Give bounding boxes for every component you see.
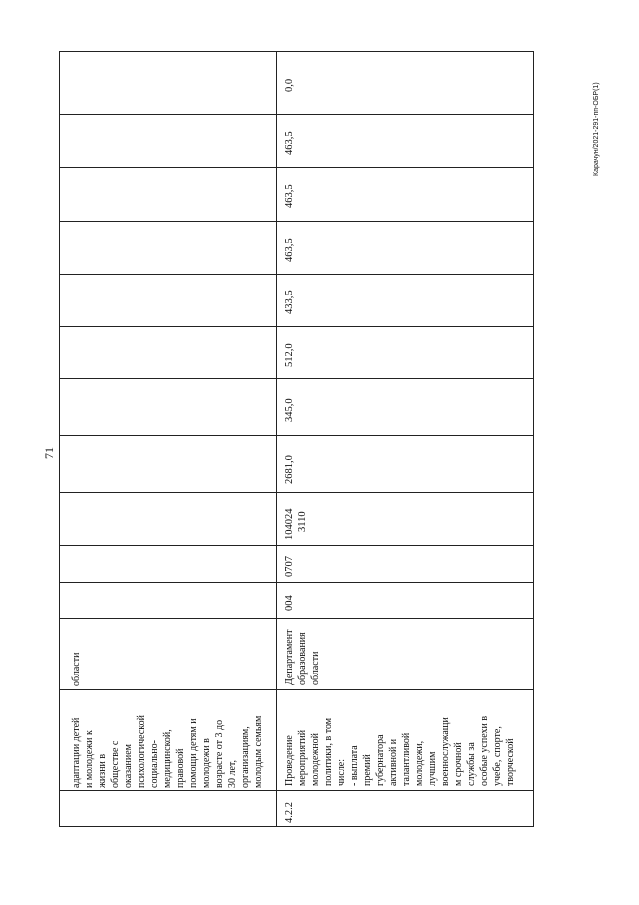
- text-line: обществе с: [110, 740, 121, 788]
- text-line: 104024: [284, 508, 295, 540]
- page-number: 71: [42, 447, 56, 459]
- footer-code: Карачун/2021-291-пп-ОБР(1): [593, 82, 600, 176]
- text-line: оказанием: [123, 743, 134, 788]
- text-line: помощи детям и: [188, 718, 199, 788]
- text-line: талантливой: [401, 732, 412, 786]
- text-line: молодежи в: [201, 738, 212, 788]
- text-line: молодым семьям: [253, 715, 264, 788]
- table-line: [59, 790, 534, 791]
- text-line: премий: [362, 754, 373, 786]
- table-border-left: [59, 51, 60, 827]
- table-border-top: [59, 51, 534, 52]
- text-line: военнослужащи: [440, 717, 451, 786]
- text-line: образования: [297, 632, 308, 685]
- text-line: - выплата: [349, 745, 360, 786]
- row-b-value-1: 2681,0: [284, 455, 295, 484]
- row-b-csr: [283, 340, 309, 540]
- text-line: губернатора: [375, 734, 386, 786]
- text-line: психологической: [136, 715, 147, 788]
- text-line: жизни в: [97, 753, 108, 788]
- text-line: организациям,: [240, 726, 251, 788]
- text-line: молодежи,: [414, 740, 425, 786]
- row-b-value-2: 345,0: [284, 398, 295, 422]
- text-line: Департамент: [284, 629, 295, 685]
- table-line: [276, 51, 277, 827]
- text-line: области: [310, 651, 321, 685]
- table-line: [59, 326, 534, 327]
- text-line: учебе, спорте,: [492, 726, 503, 786]
- text-line: мероприятий: [297, 729, 308, 786]
- text-line: политики, в том: [323, 717, 334, 786]
- row-b-value-6: 463,5: [284, 184, 295, 208]
- row-b-value-4: 433,5: [284, 290, 295, 314]
- row-b-grbs: 004: [284, 595, 295, 611]
- text-line: активной и: [388, 738, 399, 786]
- row-b-value-3: 512,0: [284, 343, 295, 367]
- text-line: службы за: [466, 742, 477, 786]
- text-line: м срочной: [453, 742, 464, 786]
- text-line: молодежной: [310, 732, 321, 786]
- row-a-description: [70, 588, 265, 788]
- row-a-last-value: 0,0: [284, 78, 295, 92]
- text-line: медицинской,: [162, 729, 173, 788]
- table-line: [59, 167, 534, 168]
- text-line: 30 лет,: [227, 759, 238, 788]
- row-b-value-5: 463,5: [284, 238, 295, 262]
- table-line: [59, 221, 534, 222]
- text-line: лучшим: [427, 751, 438, 786]
- table-border-right: [533, 51, 534, 827]
- text-line: Проведение: [284, 735, 295, 786]
- row-a-executor: области: [71, 652, 82, 686]
- table-line: [59, 114, 534, 115]
- row-b-value-7: 463,5: [284, 131, 295, 155]
- text-line: творческой: [505, 738, 516, 786]
- row-b-number: 4.2.2: [284, 802, 295, 823]
- row-b-rzpr: 0707: [284, 556, 295, 577]
- text-line: и молодежи к: [84, 730, 95, 788]
- text-line: особые успехи в: [479, 715, 490, 786]
- text-line: правовой: [175, 748, 186, 788]
- text-line: 3110: [297, 511, 308, 532]
- table-line: [59, 274, 534, 275]
- table-border-bottom: [59, 826, 534, 827]
- text-line: возрасте от 3 до: [214, 719, 225, 788]
- text-line: числе:: [336, 758, 347, 786]
- text-line: адаптации детей: [71, 717, 82, 788]
- text-line: социально-: [149, 740, 160, 788]
